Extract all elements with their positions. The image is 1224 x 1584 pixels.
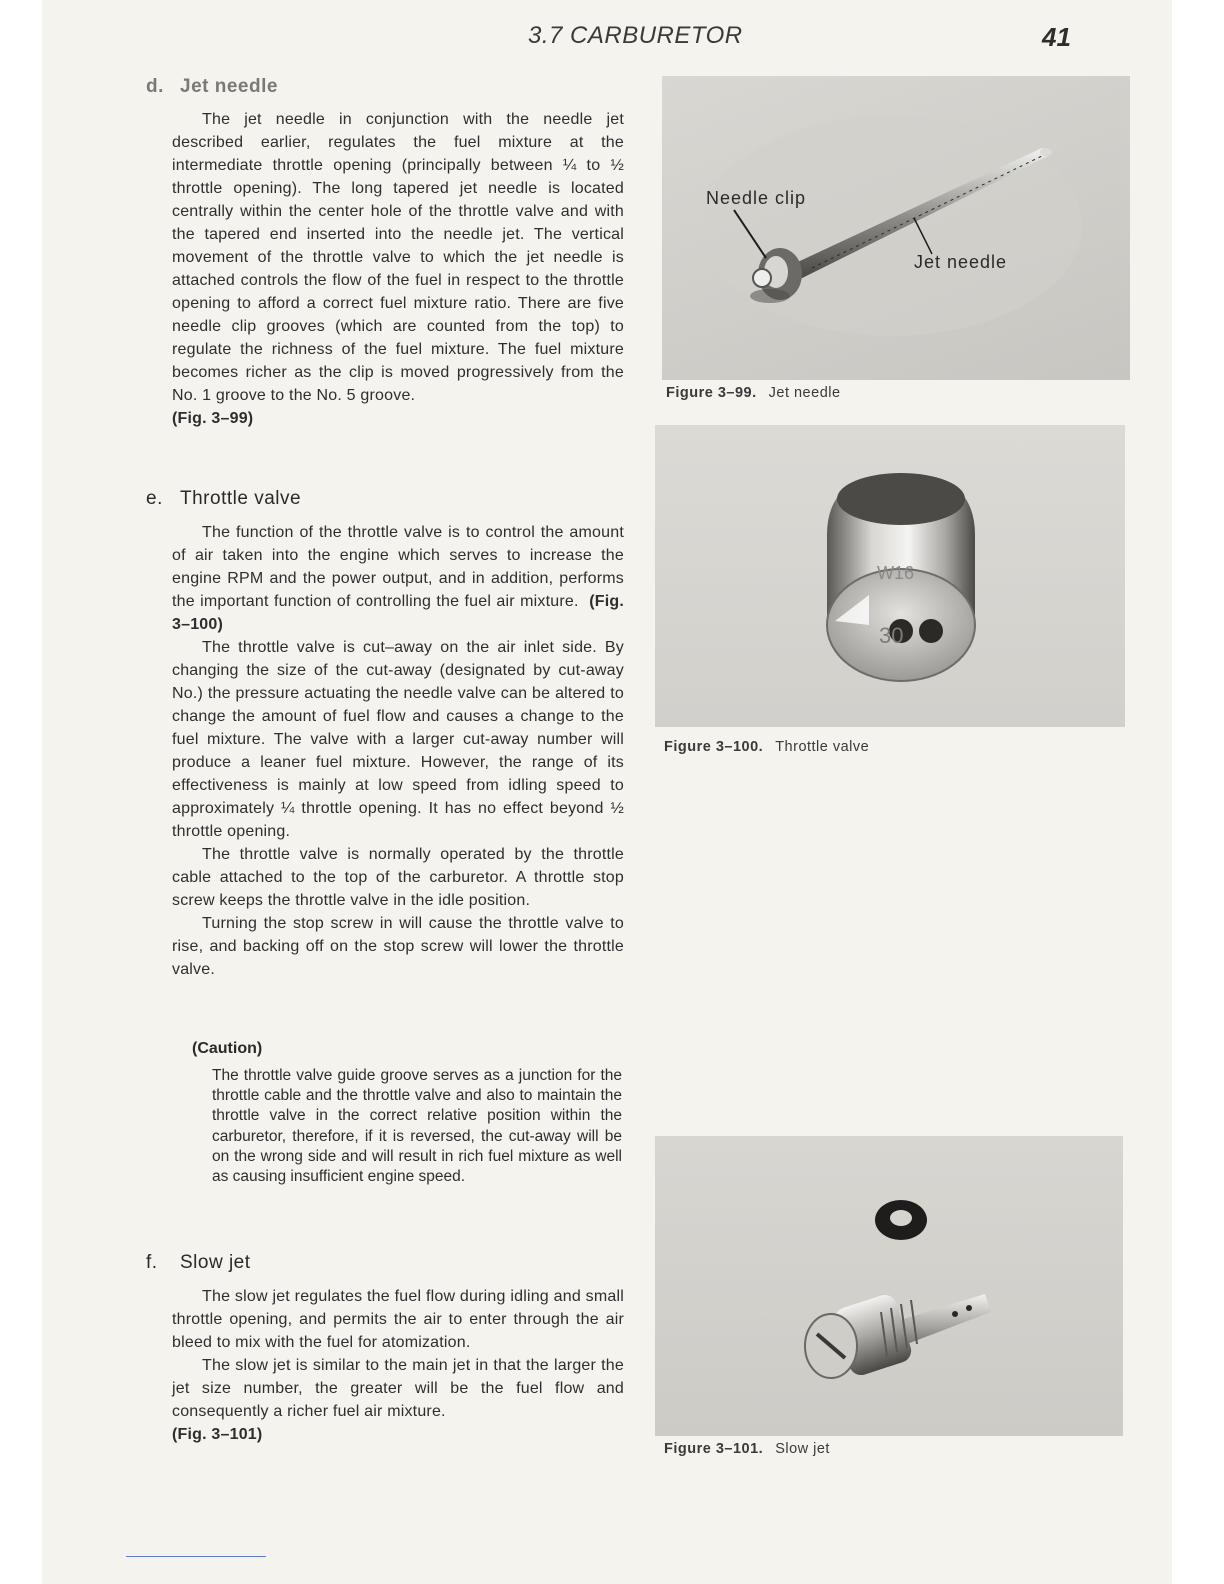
label-needle-clip: Needle clip: [706, 188, 807, 208]
section-e-p1-text: The function of the throttle valve is to control the amount of air taken into the engine which serves to increase the engine RPM and the power output, and in addition, performs the important function of controlling the fuel air mixture.: [172, 524, 624, 610]
section-e-paragraph-2: The throttle valve is cut–away on the air inlet side. By changing the size of the cut-away (designated by cut-away No.) the pressure actuating the needle valve can be altered to change the amount of fuel flow and causes a change to the fuel mixture. The valve with a larger cut-away number will produce a leaner fuel mixture. However, the range of its effectiveness is mainly at low speed from idling speed to approximately ¼ throttle opening. It has no effect beyond ½ throttle opening.: [172, 639, 624, 840]
slow-jet-illustration: [655, 1136, 1123, 1436]
section-e-paragraph-3: The throttle valve is normally operated by the throttle cable attached to the top of the carburetor. A throttle stop screw keeps the throttle valve in the idle position.: [172, 846, 624, 909]
valve-marking-bottom: 30: [879, 623, 904, 648]
figure-3-99-caption: Jet needle: [768, 385, 841, 401]
figure-jet-needle-photo: [662, 76, 1130, 380]
section-e-paragraph-4: Turning the stop screw in will cause the throttle valve to rise, and backing off on the stop screw will lower the throttle valve.: [172, 915, 624, 978]
section-f-paragraph-2: The slow jet is similar to the main jet in that the larger the jet size number, the greater will be the fuel flow and consequently a richer fuel air mixture.: [172, 1357, 624, 1420]
figure-3-101-caption: Slow jet: [775, 1441, 830, 1457]
caption-figure-3-101: [664, 1441, 830, 1457]
section-e-heading: [146, 488, 301, 510]
footer-rule: [126, 1556, 266, 1557]
caution-label: (Caution): [192, 1040, 263, 1057]
figure-slow-jet-photo: [655, 1136, 1123, 1436]
section-d-body: [172, 108, 624, 430]
figure-throttle-valve-photo: [655, 425, 1125, 727]
section-e-letter: e.: [146, 488, 163, 509]
section-e-paragraph-1: [172, 521, 624, 636]
jet-needle-illustration: [662, 76, 1130, 380]
caution-text: The throttle valve guide groove serves as a junction for the throttle cable and the throttle valve and also to maintain the throttle valve in the correct relative position within the carburetor, therefore, if it is reversed, the cut-away will be on the wrong side and will result in rich fuel mixture as well as causing insufficient engine speed.: [212, 1067, 622, 1186]
throttle-valve-illustration: [655, 425, 1125, 727]
section-e-title: Throttle valve: [180, 488, 302, 509]
label-jet-needle: Jet needle: [914, 252, 1008, 272]
section-e-fig-ref: (Fig. 3–100): [172, 593, 624, 633]
valve-marking-top: W16: [877, 563, 915, 583]
figure-3-100-number: Figure 3–100.: [664, 739, 764, 755]
caption-figure-3-100: [664, 739, 869, 755]
section-f-paragraph-1: The slow jet regulates the fuel flow during idling and small throttle opening, and permits the air to enter through the air bleed to mix with the fuel for atomization.: [172, 1288, 624, 1351]
section-d-letter: d.: [146, 76, 164, 97]
caption-figure-3-99: [666, 385, 841, 401]
figure-3-101-number: Figure 3–101.: [664, 1441, 764, 1457]
section-f-body: [172, 1285, 624, 1446]
section-d-heading: [146, 76, 278, 98]
section-f-fig-ref: (Fig. 3–101): [172, 1426, 263, 1443]
section-e-body: [172, 521, 624, 981]
section-f-heading: [146, 1252, 251, 1274]
section-d-paragraph: The jet needle in conjunction with the needle jet described earlier, regulates the fuel mixture at the intermediate throttle opening (principally between ¼ to ½ throttle opening). The long tapered jet needle is located centrally within the center hole of the throttle valve and with the tapered end inserted into the needle jet. The vertical movement of the throttle valve to which the jet needle is attached controls the flow of the fuel in respect to the throttle opening to afford a correct fuel mixture ratio. There are five needle clip grooves (which are counted from the top) to regulate the richness of the fuel mixture. The fuel mixture becomes richer as the clip is moved progressively from the No. 1 groove to the No. 5 groove.: [172, 111, 624, 404]
page-number: 41: [1042, 22, 1071, 52]
figure-3-100-caption: Throttle valve: [775, 739, 870, 755]
section-f-title: Slow jet: [180, 1252, 251, 1273]
section-d-fig-ref: (Fig. 3–99): [172, 410, 254, 427]
section-f-letter: f.: [146, 1252, 158, 1273]
section-d-title: Jet needle: [180, 76, 278, 97]
figure-3-99-number: Figure 3–99.: [666, 385, 757, 401]
section-header: 3.7 CARBURETOR: [528, 22, 743, 49]
